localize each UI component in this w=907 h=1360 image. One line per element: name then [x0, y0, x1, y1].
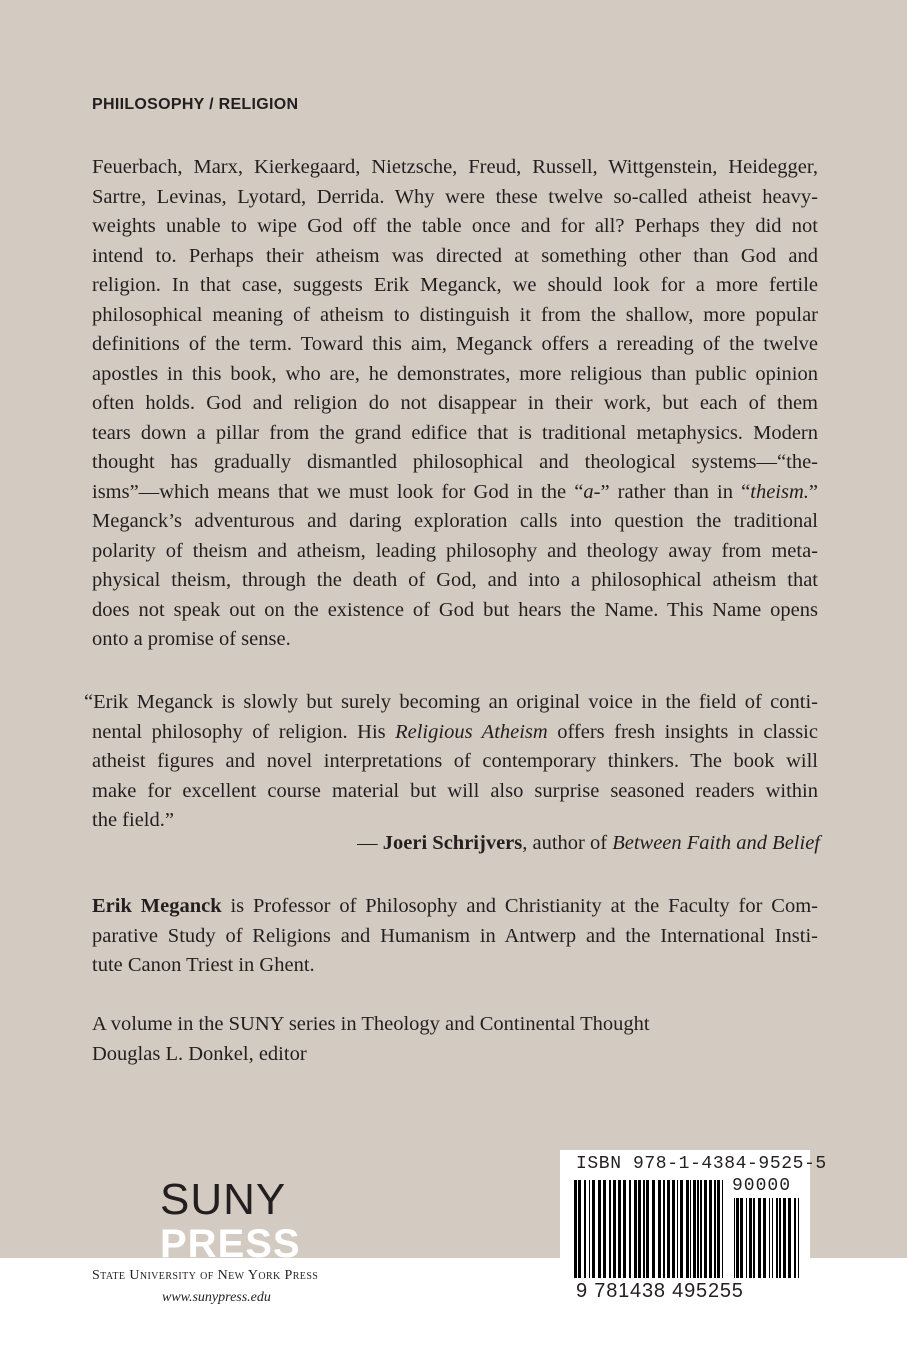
- addon-barcode-bar: [769, 1198, 770, 1278]
- blurb-line: does not speak out on the existence of God but hears the Name. This Name opens: [92, 598, 818, 621]
- barcode-bar: [672, 1180, 675, 1278]
- blurb-line: thought has gradually dismantled philosophical and theological systems—“the-: [92, 451, 818, 473]
- price-code: 90000: [732, 1176, 792, 1196]
- barcode-bar: [574, 1180, 577, 1278]
- publisher-name: State University of New York Press: [92, 1268, 319, 1283]
- barcode-bar: [618, 1180, 621, 1278]
- barcode-bar: [714, 1180, 716, 1278]
- attribution-name: Joeri Schrijvers: [382, 832, 523, 854]
- barcode-bar: [722, 1180, 723, 1278]
- barcode-bar: [646, 1180, 649, 1278]
- barcode-bar: [717, 1180, 720, 1278]
- barcode-bar: [613, 1180, 616, 1278]
- barcode-bar: [686, 1180, 689, 1278]
- addon-barcode-bar: [740, 1198, 743, 1278]
- barcode-bar: [629, 1180, 631, 1278]
- barcode-bar: [697, 1180, 699, 1278]
- blurb-line: religion. In that case, suggests Erik Meganck, we should look for a more fertile: [92, 274, 818, 296]
- barcode-bar: [693, 1180, 696, 1278]
- blurb-line: often holds. God and religion do not disappear in their work, but each of them: [92, 392, 818, 414]
- barcode-bar: [634, 1180, 637, 1278]
- blurb-line: isms”—which means that we must look for God in the “a-” rather than in “theism.”: [92, 480, 819, 503]
- addon-barcode-bar: [749, 1198, 752, 1278]
- quote-line: atheist figures and novel interpretations of contemporary thinkers. The book will: [92, 750, 818, 772]
- barcode-bar: [690, 1180, 691, 1278]
- attribution-middle: , author of: [522, 832, 613, 854]
- barcode-panel: [560, 1150, 827, 1310]
- quote-line: “Erik Meganck is slowly but surely becoming an original voice in the field of conti-: [84, 691, 818, 713]
- author-bio: [92, 892, 818, 981]
- addon-barcode-bar: [788, 1198, 791, 1278]
- addon-barcode-bar: [736, 1198, 739, 1278]
- barcode-bar: [652, 1180, 655, 1278]
- barcode-bar: [643, 1180, 645, 1278]
- series-editor: Douglas L. Donkel, editor: [92, 1042, 307, 1065]
- blurb-line: physical theism, through the death of God, and into a philosophical atheism that: [92, 569, 818, 591]
- isbn-label: ISBN 978-1-4384-9525-5: [576, 1154, 827, 1174]
- addon-barcode-bar: [763, 1198, 766, 1278]
- barcode-bar: [663, 1180, 665, 1278]
- barcode-bar: [677, 1180, 678, 1278]
- series-line: A volume in the SUNY series in Theology and Continental Thought: [92, 1013, 650, 1035]
- quote-line: nental philosophy of religion. His Religious Atheism offers fresh insights in classic: [92, 720, 818, 743]
- bio-text: is Professor of Philosophy and Christianity at the Faculty for Com-: [221, 895, 818, 917]
- addon-barcode-bar: [758, 1198, 761, 1278]
- addon-barcode-bar: [776, 1198, 778, 1278]
- quote-line: the field.”: [92, 809, 174, 831]
- endorsement-quote: [84, 688, 818, 836]
- barcode-bar: [638, 1180, 641, 1278]
- blurb-line: philosophical meaning of atheism to distinguish it from the shallow, more popular: [92, 303, 818, 326]
- barcode-digits: 9 781438 495255: [576, 1280, 744, 1302]
- barcode-bar: [609, 1180, 611, 1278]
- blurb-line: intend to. Perhaps their atheism was directed at something other than God and: [92, 244, 818, 267]
- addon-barcode-bar: [753, 1198, 755, 1278]
- barcode-bar: [623, 1180, 626, 1278]
- barcode-bar: [680, 1180, 683, 1278]
- barcode-bar: [578, 1180, 581, 1278]
- quote-line: make for excellent course material but will also surprise seasoned readers within: [92, 779, 818, 802]
- blurb-line: polarity of theism and atheism, leading philosophy and theology away from meta-: [92, 539, 818, 562]
- blurb-line: Meganck’s adventurous and daring exploration calls into question the traditional: [92, 510, 818, 532]
- addon-barcode-bar: [798, 1198, 799, 1278]
- addon-barcode-bar: [779, 1198, 781, 1278]
- attribution-dash: —: [357, 832, 383, 854]
- barcode-bar: [598, 1180, 601, 1278]
- blurb-line: weights unable to wipe God off the table once and for all? Perhaps they did not: [92, 215, 818, 237]
- barcode-bar: [700, 1180, 702, 1278]
- attribution-book: Between Faith and Belief: [612, 832, 820, 854]
- blurb-line: tears down a pillar from the grand edifice that is traditional metaphysics. Modern: [92, 421, 818, 444]
- bio-line: [92, 892, 818, 922]
- bio-author-name: Erik Meganck: [92, 895, 222, 917]
- barcode-bar: [589, 1180, 590, 1278]
- quote-attribution: [357, 832, 820, 855]
- category-label: PHIILOSOPHY / RELIGION: [92, 96, 299, 113]
- blurb-line: definitions of the term. Toward this aim, Meganck offers a rereading of the twelve: [92, 333, 818, 355]
- addon-barcode-bar: [772, 1198, 773, 1278]
- addon-barcode-bar: [783, 1198, 786, 1278]
- barcode-bar: [704, 1180, 707, 1278]
- addon-barcode-bar: [746, 1198, 747, 1278]
- press-logo-text: PRESS: [160, 1222, 301, 1266]
- publisher-url: www.sunypress.edu: [162, 1290, 271, 1305]
- description-blurb: [92, 153, 818, 655]
- blurb-line: apostles in this book, who are, he demonstrates, more religious than public opinion: [92, 362, 818, 385]
- barcode-bar: [658, 1180, 661, 1278]
- blurb-line: Sartre, Levinas, Lyotard, Derrida. Why were these twelve so-called atheist heavy-: [92, 185, 818, 208]
- addon-barcode-bar: [794, 1198, 796, 1278]
- barcode-bar: [592, 1180, 595, 1278]
- barcode-bar: [667, 1180, 670, 1278]
- barcode-bar: [603, 1180, 606, 1278]
- addon-barcode-bar: [734, 1198, 735, 1278]
- blurb-line: Feuerbach, Marx, Kierkegaard, Nietzsche, Freud, Russell, Wittgenstein, Heidegger,: [92, 156, 818, 178]
- bio-line: parative Study of Religions and Humanism in Antwerp and the International Insti-: [92, 924, 818, 947]
- blurb-line: onto a promise of sense.: [92, 628, 291, 650]
- suny-logo-text: SUNY: [160, 1175, 287, 1224]
- series-info: [92, 1010, 650, 1069]
- bio-line: tute Canon Triest in Ghent.: [92, 954, 315, 976]
- barcode-bar: [584, 1180, 586, 1278]
- barcode-bar: [709, 1180, 712, 1278]
